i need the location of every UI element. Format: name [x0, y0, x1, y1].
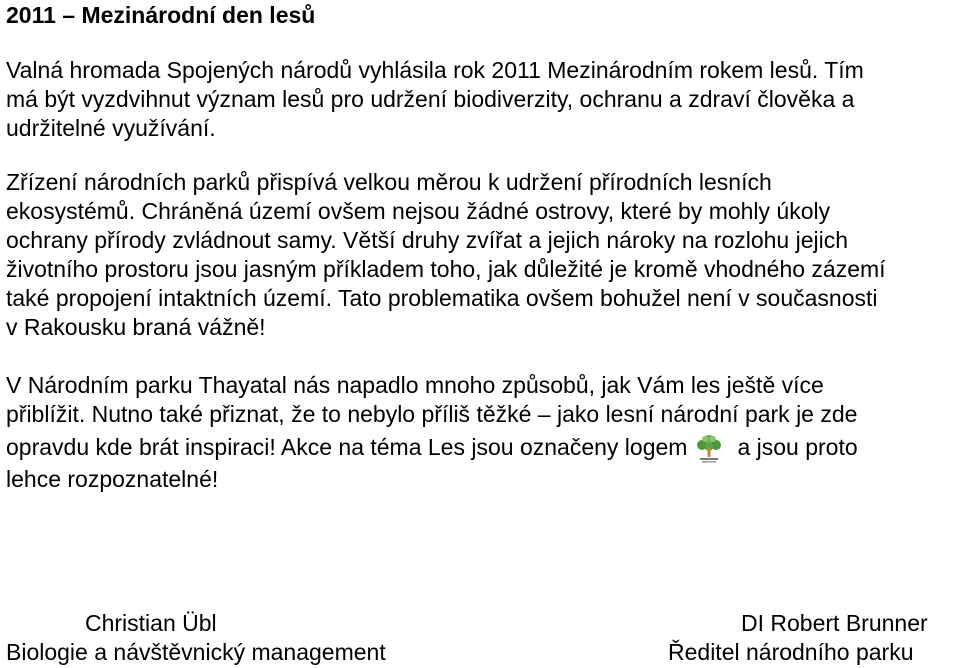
- paragraph-text: opravdu kde brát inspiraci! Akce na téma Les jsou označeny logem: [6, 434, 688, 460]
- paragraph-line: také propojení intaktních území. Tato problematika ovšem bohužel není v současnosti: [6, 285, 878, 311]
- paragraph-1: [6, 56, 864, 143]
- paragraph-line: udržitelné využívání.: [6, 115, 216, 141]
- page-title: 2011 – Mezinárodní den lesů: [6, 2, 316, 28]
- paragraph-line: má být vyzdvihnut význam lesů pro udržení biodiverzity, ochranu a zdraví člověka a: [6, 86, 855, 112]
- forest-year-logo-icon: [693, 433, 725, 465]
- paragraph-line: lehce rozpoznatelné!: [6, 466, 219, 492]
- signature-left-role: Biologie a návštěvnický management: [6, 639, 386, 665]
- paragraph-line: V Národním parku Thayatal nás napadlo mnoho způsobů, jak Vám les ještě více: [6, 372, 824, 398]
- paragraph-text: a jsou proto: [737, 434, 858, 460]
- paragraph-2: [6, 168, 886, 342]
- signature-right-name: DI Robert Brunner: [741, 610, 928, 636]
- paragraph-line: ochrany přírody zvládnout samy. Větší druhy zvířat a jejich nároky na rozlohu jejich: [6, 227, 849, 253]
- signature-right-role: Ředitel národního parku: [668, 639, 914, 665]
- paragraph-3: [6, 371, 858, 494]
- signature-left-name: Christian Übl: [85, 610, 217, 636]
- paragraph-line: Zřízení národních parků přispívá velkou měrou k udržení přírodních lesních: [6, 169, 772, 195]
- paragraph-line: Valná hromada Spojených národů vyhlásila rok 2011 Mezinárodním rokem lesů. Tím: [6, 57, 864, 83]
- paragraph-line: životního prostoru jsou jasným příkladem toho, jak důležité je kromě vhodného zázemí: [6, 256, 886, 282]
- paragraph-line: v Rakousku braná vážně!: [6, 314, 266, 340]
- paragraph-line: přiblížit. Nutno také přiznat, že to nebylo příliš těžké – jako lesní národní park je zde: [6, 401, 858, 427]
- paragraph-line-with-logo: [6, 429, 858, 465]
- paragraph-line: ekosystémů. Chráněná území ovšem nejsou žádné ostrovy, které by mohly úkoly: [6, 198, 831, 224]
